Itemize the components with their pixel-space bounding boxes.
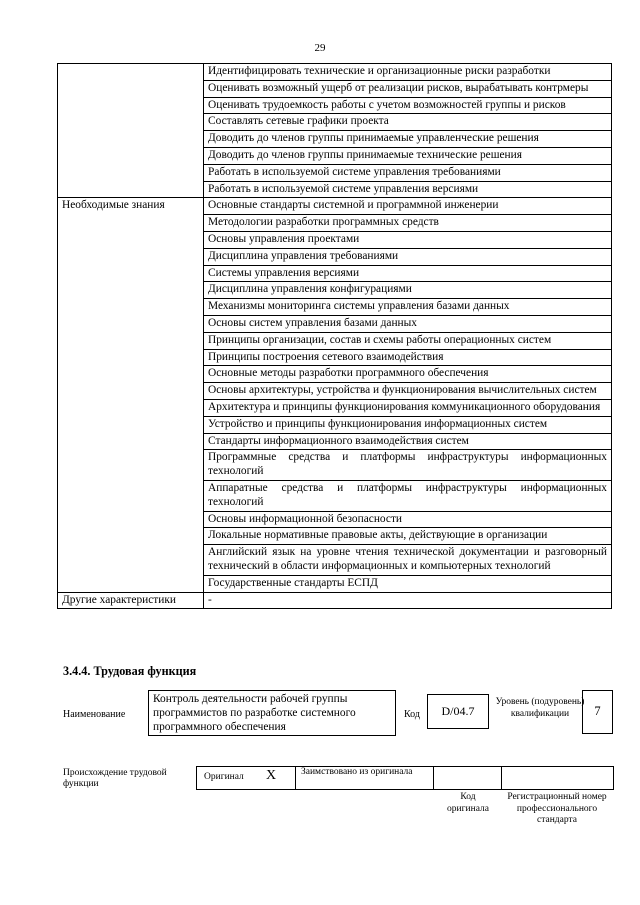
- row-value: Дисциплина управления требованиями: [204, 248, 612, 265]
- row-label: Другие характеристики: [58, 592, 204, 609]
- row-value: Доводить до членов группы принимаемые технические решения: [204, 147, 612, 164]
- row-value: Английский язык на уровне чтения технической документации и разговорный технический в области информационных и компьютерных технологий: [204, 545, 612, 576]
- row-value: Оценивать трудоемкость работы с учетом возможностей группы и рисков: [204, 97, 612, 114]
- reg-number-caption: Регистрационный номер профессионального стандарта: [507, 792, 607, 825]
- level-label: Уровень (подуровень) квалификации: [495, 697, 585, 719]
- row-value: Стандарты информационного взаимодействия систем: [204, 433, 612, 450]
- row-value: Системы управления версиями: [204, 265, 612, 282]
- row-value: Основы управления проектами: [204, 231, 612, 248]
- row-value: Аппаратные средства и платформы инфраструктуры информационных технологий: [204, 480, 612, 511]
- requirements-table: [57, 63, 612, 609]
- row-value: Государственные стандарты ЕСПД: [204, 575, 612, 592]
- row-value: Архитектура и принципы функционирования коммуникационного оборудования: [204, 399, 612, 416]
- row-value: Основные стандарты системной и программной инженерии: [204, 198, 612, 215]
- function-level: 7: [582, 690, 613, 734]
- row-value: Доводить до членов группы принимаемые управленческие решения: [204, 131, 612, 148]
- row-value: Работать в используемой системе управления требованиями: [204, 164, 612, 181]
- borrowed-label: Заимствовано из оригинала: [301, 767, 413, 777]
- row-label: Необходимые знания: [58, 198, 204, 592]
- original-mark: X: [266, 768, 277, 783]
- row-value: Методологии разработки программных средств: [204, 215, 612, 232]
- function-code: D/04.7: [427, 694, 489, 729]
- row-value: Принципы построения сетевого взаимодействия: [204, 349, 612, 366]
- function-title: Контроль деятельности рабочей группы программистов по разработке системного программного обеспечения: [148, 690, 396, 736]
- row-value: Составлять сетевые графики проекта: [204, 114, 612, 131]
- code-label: Код: [404, 709, 420, 720]
- table-row: [58, 64, 612, 81]
- row-label: [58, 64, 204, 198]
- origin-label: Происхождение трудовой функции: [63, 768, 167, 789]
- table-row: [58, 198, 612, 215]
- row-value: Дисциплина управления конфигурациями: [204, 282, 612, 299]
- row-value: Основы архитектуры, устройства и функционирования вычислительных систем: [204, 383, 612, 400]
- section-heading: 3.4.4. Трудовая функция: [63, 664, 197, 678]
- row-value: Механизмы мониторинга системы управления базами данных: [204, 299, 612, 316]
- row-value: Программные средства и платформы инфраструктуры информационных технологий: [204, 450, 612, 481]
- table-row: [58, 592, 612, 609]
- row-value: -: [204, 592, 612, 609]
- page-number: 29: [314, 42, 326, 54]
- name-label: Наименование: [63, 709, 126, 720]
- row-value: Принципы организации, состав и схемы работы операционных систем: [204, 332, 612, 349]
- row-value: Оценивать возможный ущерб от реализации рисков, вырабатывать контрмеры: [204, 80, 612, 97]
- row-value: Работать в используемой системе управления версиями: [204, 181, 612, 198]
- row-value: Устройство и принципы функционирования информационных систем: [204, 416, 612, 433]
- code-original-caption: Код оригинала: [447, 792, 489, 814]
- row-value: Основные методы разработки программного обеспечения: [204, 366, 612, 383]
- row-value: Локальные нормативные правовые акты, действующие в организации: [204, 528, 612, 545]
- original-label: Оригинал: [204, 772, 244, 782]
- row-value: Основы систем управления базами данных: [204, 315, 612, 332]
- row-value: Основы информационной безопасности: [204, 511, 612, 528]
- row-value: Идентифицировать технические и организационные риски разработки: [204, 64, 612, 81]
